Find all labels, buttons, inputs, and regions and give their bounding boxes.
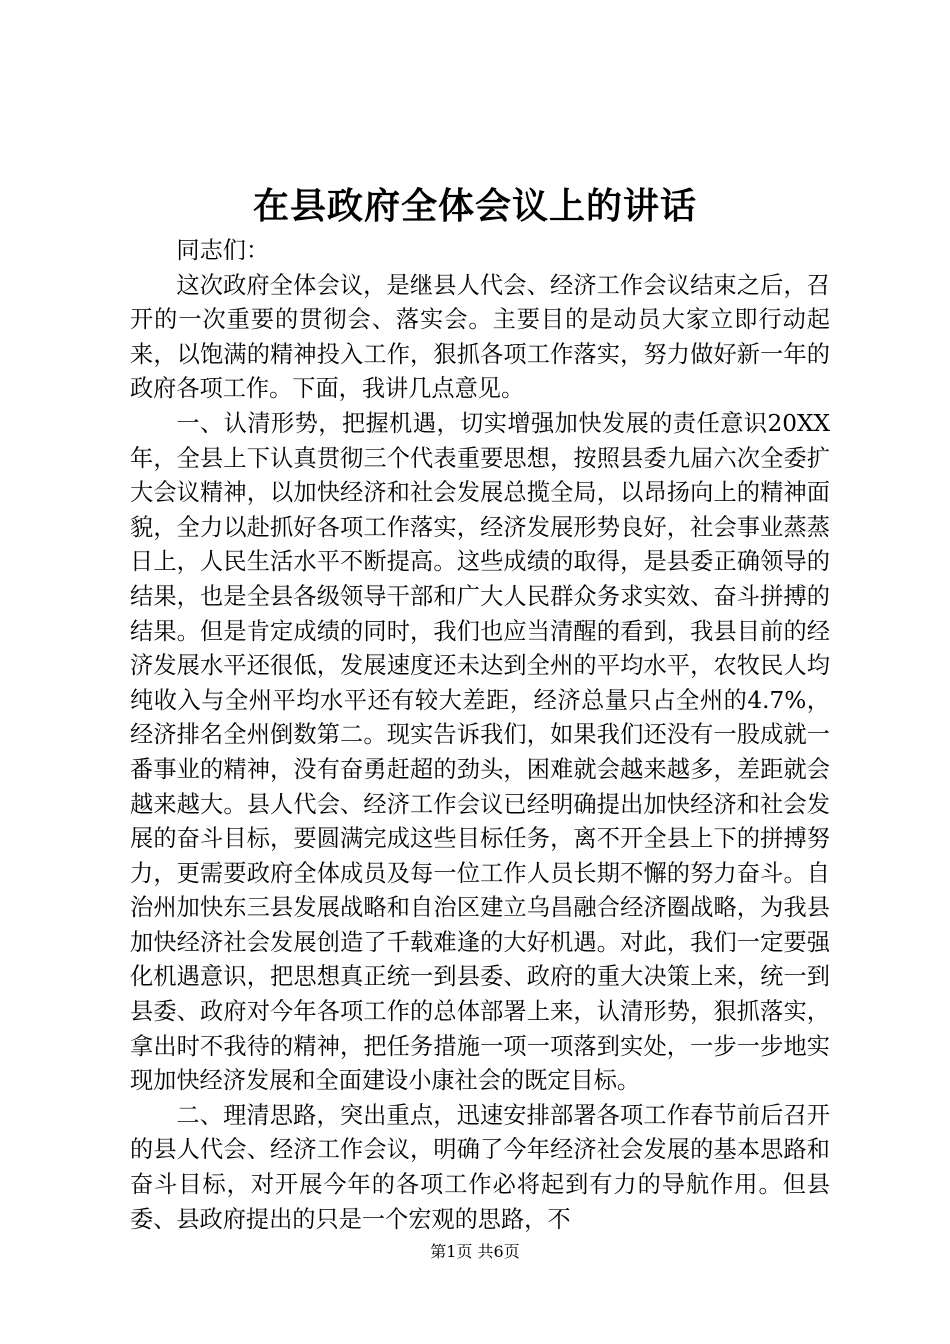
intro-paragraph: 这次政府全体会议，是继县人代会、经济工作会议结束之后，召开的一次重要的贯彻会、落实会。主要目的是动员大家立即行动起来，以饱满的精神投入工作，狠抓各项工作落实，努力做好新一年的政府各项工作。下面，我讲几点意见。 [130,271,830,403]
section-one-paragraph: 一、认清形势，把握机遇，切实增强加快发展的责任意识20XX年，全县上下认真贯彻三个代表重要思想，按照县委九届六次全委扩大会议精神，以加快经济和社会发展总揽全局，以昂扬向上的精神面貌，全力以赴抓好各项工作落实，经济发展形势良好，社会事业蒸蒸日上，人民生活水平不断提高。这些成绩的取得，是县委正确领导的结果，也是全县各级领导干部和广大人民群众务求实效、奋斗拼搏的结果。但是肯定成绩的同时，我们也应当清醒的看到，我县目前的经济发展水平还很低，发展速度还未达到全州的平均水平，农牧民人均纯收入与全州平均水平还有较大差距，经济总量只占全州的4.7%，经济排名全州倒数第二。现实告诉我们，如果我们还没有一股成就一番事业的精神，没有奋勇赶超的劲头，困难就会越来越多，差距就会越来越大。县人代会、经济工作会议已经明确提出加快经济和社会发展的奋斗目标，要圆满完成这些目标任务，离不开全县上下的拼搏努力，更需要政府全体成员及每一位工作人员长期不懈的努力奋斗。自治州加快东三县发展战略和自治区建立乌昌融合经济圈战略，为我县加快经济社会发展创造了千载难逢的大好机遇。对此，我们一定要强化机遇意识，把思想真正统一到县委、政府的重大决策上来，统一到县委、政府对今年各项工作的总体部署上来，认清形势，狠抓落实，拿出时不我待的精神，把任务措施一项一项落到实处，一步一步地实现加快经济发展和全面建设小康社会的既定目标。 [130,409,830,1095]
page-footer: 第1页 共6页 [430,1242,520,1261]
salutation-paragraph: 同志们： [176,237,270,264]
document-body [130,234,830,1237]
document-title: 在县政府全体会议上的讲话 [252,185,697,227]
section-two-paragraph: 二、理清思路，突出重点，迅速安排部署各项工作春节前后召开的县人代会、经济工作会议，明确了今年经济社会发展的基本思路和奋斗目标，对开展今年的各项工作必将起到有力的导航作用。但县委、县政府提出的只是一个宏观的思路，不 [130,1101,830,1233]
